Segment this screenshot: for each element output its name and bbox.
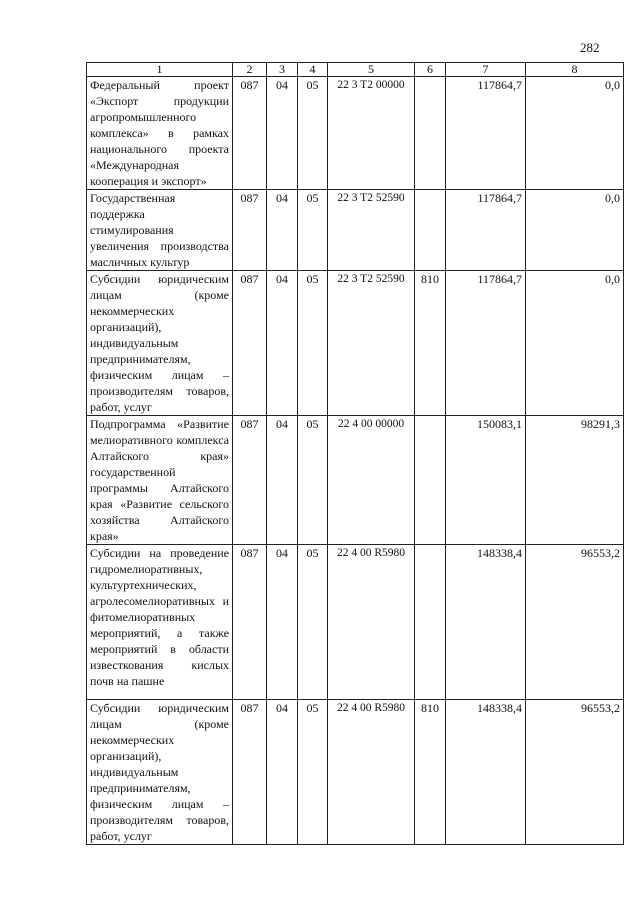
ministry-code: 087 [233,416,267,545]
budget-table [86,62,624,845]
expense-type-code: 810 [415,700,446,845]
row-name: Государственная поддержка стимулирования увеличения производства масличных культур [87,190,233,271]
subsection-code: 05 [298,416,328,545]
amount-col8: 0,0 [526,271,624,416]
row-name: Субсидии юридическим лицам (кроме некоммерческих организаций), индивидуальным предпринимателям, физическим лицам – производителям товаров, работ, услуг [87,700,233,845]
expense-type-code [415,190,446,271]
header-cell: 5 [328,63,415,77]
section-code: 04 [267,77,298,190]
section-code: 04 [267,545,298,700]
amount-col8: 0,0 [526,190,624,271]
section-code: 04 [267,190,298,271]
expense-type-code [415,416,446,545]
subsection-code: 05 [298,700,328,845]
table-row [87,77,624,190]
table-row [87,190,624,271]
header-cell: 7 [446,63,526,77]
header-cell: 2 [233,63,267,77]
subsection-code: 05 [298,77,328,190]
amount-col7: 117864,7 [446,77,526,190]
amount-col8: 96553,2 [526,700,624,845]
table-row [87,416,624,545]
expense-type-code: 810 [415,271,446,416]
header-cell: 3 [267,63,298,77]
ministry-code: 087 [233,700,267,845]
row-name: Федеральный проект «Экспорт продукции агропромышленного комплекса» в рамках национального проекта «Международная кооперация и экспорт» [87,77,233,190]
amount-col8: 0,0 [526,77,624,190]
target-article-code: 22 3 T2 52590 [328,190,415,271]
target-article-code: 22 4 00 R5980 [328,545,415,700]
ministry-code: 087 [233,77,267,190]
table-row [87,700,624,845]
amount-col7: 117864,7 [446,190,526,271]
row-name: Подпрограмма «Развитие мелиоративного комплекса Алтайского края» государственной программы Алтайского края «Развитие сельского хозяйства Алтайского края» [87,416,233,545]
amount-col8: 96553,2 [526,545,624,700]
subsection-code: 05 [298,545,328,700]
section-code: 04 [267,271,298,416]
ministry-code: 087 [233,545,267,700]
section-code: 04 [267,416,298,545]
expense-type-code [415,545,446,700]
table-row [87,271,624,416]
amount-col7: 148338,4 [446,700,526,845]
header-cell: 6 [415,63,446,77]
header-cell: 1 [87,63,233,77]
row-name: Субсидии юридическим лицам (кроме некоммерческих организаций), индивидуальным предпринимателям, физическим лицам – производителям товаров, работ, услуг [87,271,233,416]
header-cell: 4 [298,63,328,77]
amount-col7: 148338,4 [446,545,526,700]
row-name: Субсидии на проведение гидромелиоративных, культуртехнических, агролесомелиоративных и фитомелиоративных мероприятий, а также мероприятий в области известкования кислых почв на пашне [87,545,233,700]
amount-col7: 150083,1 [446,416,526,545]
header-row [87,63,624,77]
target-article-code: 22 3 T2 00000 [328,77,415,190]
header-cell: 8 [526,63,624,77]
subsection-code: 05 [298,190,328,271]
amount-col7: 117864,7 [446,271,526,416]
page-number: 282 [580,40,600,55]
ministry-code: 087 [233,271,267,416]
target-article-code: 22 4 00 R5980 [328,700,415,845]
amount-col8: 98291,3 [526,416,624,545]
ministry-code: 087 [233,190,267,271]
section-code: 04 [267,700,298,845]
target-article-code: 22 4 00 00000 [328,416,415,545]
target-article-code: 22 3 T2 52590 [328,271,415,416]
subsection-code: 05 [298,271,328,416]
expense-type-code [415,77,446,190]
table-row [87,545,624,700]
